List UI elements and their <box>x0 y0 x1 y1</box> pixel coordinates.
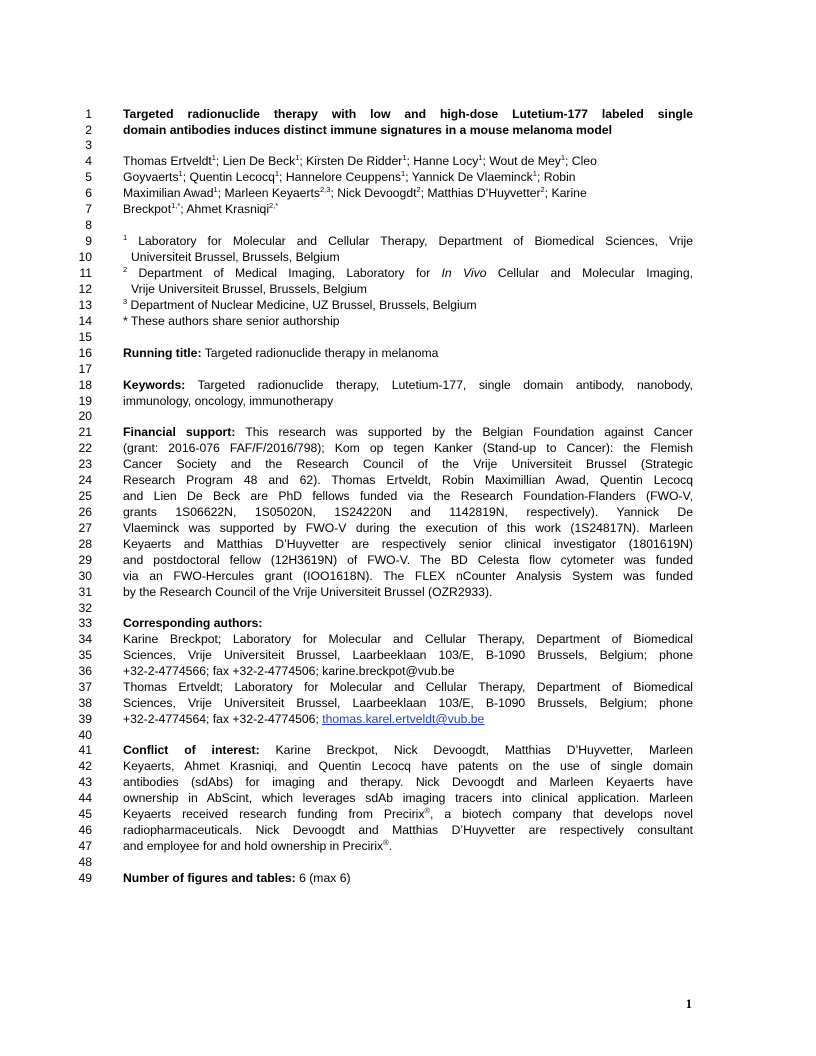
affiliation-sup: 1 <box>123 233 128 242</box>
line-number: 34 <box>78 632 92 646</box>
financial-text: Research Program 48 and 62). Thomas Ertveldt, Robin Maximillian Awad, Quentin Lecocq <box>123 473 693 487</box>
conflict-line <box>123 774 693 790</box>
author-name: Maximilian Awad <box>123 186 214 200</box>
line-number: 38 <box>78 696 92 710</box>
conflict-line-1 <box>123 742 693 758</box>
senior-authorship-note <box>123 313 693 329</box>
line-number: 13 <box>78 298 92 312</box>
line-number: 19 <box>78 394 92 408</box>
line-number: 30 <box>78 569 92 583</box>
line-number: 43 <box>78 775 92 789</box>
authors-line-5 <box>123 169 693 185</box>
author-affiliation-sup: 2 <box>416 185 421 194</box>
author-affiliation-sup: 2,3 <box>320 185 331 194</box>
financial-line <box>123 472 693 488</box>
line-number: 14 <box>78 314 92 328</box>
figures-text: 6 (max 6) <box>295 871 351 885</box>
financial-line <box>123 488 693 504</box>
affiliation-text: Vrije Universiteit Brussel, Brussels, Belgium <box>131 282 367 296</box>
author-affiliation-sup: 1,* <box>171 201 181 210</box>
author-name: ; Lien De Beck <box>215 154 296 168</box>
financial-label: Financial support: <box>123 425 236 439</box>
corresponding-line <box>123 647 693 663</box>
author-name: Breckpot <box>123 202 172 216</box>
title-text-2: domain antibodies induces distinct immune signatures in a mouse melanoma model <box>123 123 612 137</box>
corresponding-text: Sciences, Vrije Universiteit Brussel, Laarbeeklaan 103/E, B-1090 Brussels, Belgium; phone <box>123 696 693 710</box>
line-number: 4 <box>85 154 92 168</box>
line-number: 2 <box>85 123 92 137</box>
line-number: 42 <box>78 759 92 773</box>
line-number: 11 <box>79 266 92 280</box>
corresponding-label <box>123 615 693 631</box>
conflict-text: Keyaerts, Ahmet Krasniqi, and Quentin Lecocq have patents on the use of single domain <box>123 759 693 773</box>
financial-text: via an FWO-Hercules grant (IOO1618N). The FLEX nCounter Analysis System was funded <box>123 569 693 583</box>
conflict-line <box>123 822 693 838</box>
conflict-line <box>123 806 693 822</box>
conflict-text: radiopharmaceuticals. Nick Devoogdt and Matthias D’Huyvetter are respectively consultant <box>123 823 693 837</box>
line-number: 36 <box>78 664 92 678</box>
affiliation-2-line-1 <box>123 265 693 281</box>
line-number: 1 <box>85 107 92 121</box>
page-number: 1 <box>685 997 692 1011</box>
author-affiliation-sup: 1 <box>532 169 537 178</box>
line-number: 22 <box>78 441 92 455</box>
author-affiliation-sup: 1 <box>213 185 218 194</box>
line-number: 20 <box>78 409 92 423</box>
registered-mark: ® <box>424 806 430 815</box>
conflict-line <box>123 758 693 774</box>
author-name: ; Quentin Lecocq <box>182 170 275 184</box>
email-link[interactable]: thomas.karel.ertveldt@vub.be <box>322 712 485 726</box>
line-number: 47 <box>78 839 92 853</box>
author-name: ; Kirsten De Ridder <box>299 154 403 168</box>
line-number: 21 <box>78 425 92 439</box>
title-line-1 <box>123 106 693 122</box>
line-number: 6 <box>85 186 92 200</box>
financial-line <box>123 568 693 584</box>
running-title-label: Running title: <box>123 346 202 360</box>
line-number: 26 <box>78 505 92 519</box>
affiliation-text: Universiteit Brussel, Brussels, Belgium <box>131 250 340 264</box>
financial-text: (grant: 2016-076 FAF/F/2016/798); Kom op tegen Kanker (Stand-up to Cancer): the Flemish <box>123 441 693 455</box>
author-name: ; Hannelore Ceuppens <box>279 170 402 184</box>
figures-label: Number of figures and tables: <box>123 871 296 885</box>
conflict-text: . <box>388 839 393 853</box>
corresponding-text: Karine Breckpot; Laboratory for Molecular and Cellular Therapy, Department of Biomedical <box>123 632 693 646</box>
affiliation-3-line-1 <box>123 297 693 313</box>
authors-line-6 <box>123 185 693 201</box>
financial-line <box>123 440 693 456</box>
line-number: 48 <box>78 855 92 869</box>
corresponding-text: Thomas Ertveldt; Laboratory for Molecular and Cellular Therapy, Department of Biomedical <box>123 680 693 694</box>
line-number: 12 <box>78 282 92 296</box>
line-number: 45 <box>78 807 92 821</box>
author-name: ; Robin <box>536 170 576 184</box>
conflict-text: Keyaerts received research funding from Precirix <box>123 807 425 821</box>
author-affiliation-sup: 1 <box>560 153 566 162</box>
author-affiliation-sup: 1 <box>178 169 183 178</box>
line-number: 40 <box>78 728 92 742</box>
financial-text: Vlaeminck was supported by FWO-V during the execution of this work (1S24817N). Marleen <box>123 521 693 535</box>
line-number: 9 <box>85 234 92 248</box>
financial-text: grants 1S06622N, 1S05020N, 1S24220N and 1142819N, respectively). Yannick De <box>123 505 693 519</box>
author-affiliation-sup: 1 <box>211 153 216 162</box>
line-number: 39 <box>78 712 92 726</box>
author-name: ; Wout de Mey <box>482 154 561 168</box>
keywords-text: Targeted radionuclide therapy, Lutetium-177, single domain antibody, nanobody, <box>185 378 693 392</box>
affiliation-text: Department of Medical Imaging, Laboratory for <box>127 266 442 280</box>
financial-text: by the Research Council of the Vrije Universiteit Brussel (OZR2933). <box>123 585 493 599</box>
author-name: ; Nick Devoogdt <box>330 186 417 200</box>
line-number: 49 <box>78 871 92 885</box>
line-number: 18 <box>78 378 92 392</box>
author-name: ; Yannick De Vlaeminck <box>405 170 533 184</box>
affiliation-text: Cellular and Molecular Imaging, <box>486 266 693 280</box>
affiliation-sup: 2 <box>123 265 128 274</box>
keywords-line-1 <box>123 377 693 393</box>
figures-count <box>123 870 693 886</box>
corresponding-text: +32-2-4774566; fax +32-2-4774506; karine.breckpot@vub.be <box>123 664 455 678</box>
keywords-line-2 <box>123 393 693 409</box>
author-name: ; Cleo <box>565 154 597 168</box>
line-number: 35 <box>78 648 92 662</box>
financial-line <box>123 520 693 536</box>
author-affiliation-sup: 2 <box>540 185 545 194</box>
line-number: 15 <box>78 330 92 344</box>
line-number: 32 <box>78 601 92 615</box>
authors-line-4 <box>123 153 693 169</box>
author-affiliation-sup: 1 <box>478 153 483 162</box>
corresponding-line <box>123 695 693 711</box>
financial-text: and postdoctoral fellow (12H3619N) of FWO-V. The BD Celesta flow cytometer was funded <box>123 553 693 567</box>
author-name: ; Ahmet Krasniqi <box>180 202 270 216</box>
author-name: Goyvaerts <box>123 170 179 184</box>
affiliation-text: Laboratory for Molecular and Cellular Therapy, Department of Biomedical Sciences, Vrije <box>127 234 693 248</box>
affiliation-text: Department of Nuclear Medicine, UZ Brussel, Brussels, Belgium <box>127 298 477 312</box>
affiliation-italic: In Vivo <box>441 266 487 280</box>
line-number: 10 <box>78 250 92 264</box>
affiliation-2-line-2 <box>131 281 693 297</box>
conflict-text: , a biotech company that develops novel <box>429 807 694 821</box>
financial-text: Keyaerts and Matthias D’Huyvetter are respectively senior clinical investigator (1801619N) <box>123 537 693 551</box>
author-name: ; Marleen Keyaerts <box>217 186 321 200</box>
keywords-text: immunology, oncology, immunotherapy <box>123 394 334 408</box>
author-name: ; Matthias D’Huyvetter <box>420 186 541 200</box>
line-number: 24 <box>78 473 92 487</box>
author-affiliation-sup: 1 <box>295 153 300 162</box>
conflict-text: Karine Breckpot, Nick Devoogdt, Matthias D’Huyvetter, Marleen <box>259 743 693 757</box>
line-number: 41 <box>78 743 92 757</box>
title-line-2 <box>123 122 693 138</box>
conflict-text: ownership in AbScint, which leverages sdAb imaging tracers into clinical application. Marleen <box>123 791 693 805</box>
conflict-text: antibodies (sdAbs) for imaging and therapy. Nick Devoogdt and Marleen Keyaerts have <box>123 775 693 789</box>
note-text: * These authors share senior authorship <box>123 314 340 328</box>
conflict-label: Conflict of interest: <box>123 743 260 757</box>
corresponding-text: Sciences, Vrije Universiteit Brussel, Laarbeeklaan 103/E, B-1090 Brussels, Belgium; phone <box>123 648 693 662</box>
author-affiliation-sup: 2,* <box>269 201 279 210</box>
line-number: 46 <box>78 823 92 837</box>
affiliation-1-line-1 <box>123 233 693 249</box>
financial-text: This research was supported by the Belgian Foundation against Cancer <box>235 425 693 439</box>
financial-line <box>123 584 693 600</box>
corresponding-label-text: Corresponding authors: <box>123 616 263 630</box>
line-number: 37 <box>78 680 92 694</box>
financial-line <box>123 552 693 568</box>
affiliation-1-line-2 <box>131 249 693 265</box>
financial-line <box>123 504 693 520</box>
line-number: 25 <box>78 489 92 503</box>
author-name: ; Hanne Locy <box>406 154 479 168</box>
corresponding-line <box>123 679 693 695</box>
line-number: 44 <box>78 791 92 805</box>
author-affiliation-sup: 1 <box>274 169 280 178</box>
corresponding-line <box>123 631 693 647</box>
financial-text: and Lien De Beck are PhD fellows funded via the Research Foundation-Flanders (FWO-V, <box>123 489 693 503</box>
line-number: 23 <box>78 457 92 471</box>
author-name: Thomas Ertveldt <box>123 154 212 168</box>
financial-line <box>123 536 693 552</box>
conflict-line <box>123 790 693 806</box>
running-title <box>123 345 693 361</box>
corresponding-line-last <box>123 711 693 727</box>
line-number: 8 <box>85 218 92 232</box>
financial-line-1 <box>123 424 693 440</box>
running-title-text: Targeted radionuclide therapy in melanoma <box>201 346 439 360</box>
line-number: 29 <box>78 553 92 567</box>
line-number: 31 <box>78 585 92 599</box>
author-affiliation-sup: 1 <box>402 153 407 162</box>
line-number: 28 <box>78 537 92 551</box>
affiliation-sup: 3 <box>123 297 128 306</box>
financial-line <box>123 456 693 472</box>
line-number: 27 <box>78 521 92 535</box>
title-text-1: Targeted radionuclide therapy with low and high-dose Lutetium-177 labeled single <box>123 107 693 121</box>
author-name: ; Karine <box>544 186 587 200</box>
line-number: 3 <box>85 138 92 152</box>
line-number: 33 <box>78 616 92 630</box>
line-number: 5 <box>85 170 92 184</box>
keywords-label: Keywords: <box>123 378 186 392</box>
author-affiliation-sup: 1 <box>401 169 406 178</box>
corresponding-line <box>123 663 693 679</box>
conflict-text: and employee for and hold ownership in Precirix <box>123 839 384 853</box>
registered-mark: ® <box>383 838 389 847</box>
authors-line-7 <box>123 201 693 217</box>
line-number: 7 <box>85 202 92 216</box>
line-number: 16 <box>78 346 92 360</box>
corresponding-text: +32-2-4774564; fax +32-2-4774506; <box>123 712 323 726</box>
financial-text: Cancer Society and the Research Council of the Vrije Universiteit Brussel (Strategic <box>123 457 693 471</box>
conflict-line <box>123 838 693 854</box>
line-number: 17 <box>78 362 92 376</box>
